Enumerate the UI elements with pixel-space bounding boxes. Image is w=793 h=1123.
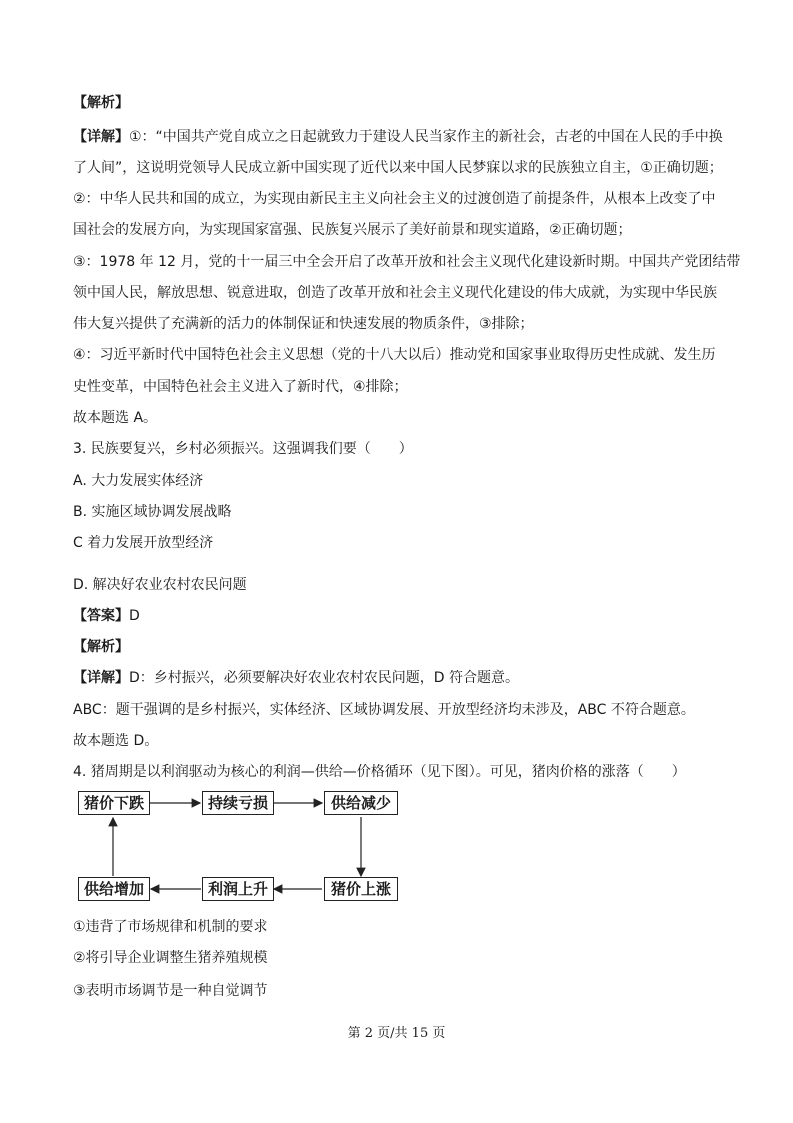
flow-box-price-rise: 猪价上涨 (324, 877, 398, 901)
detail-line: 国社会的发展方向，为实现国家富强、民族复兴展示了美好前景和现实道路，②正确切题； (73, 222, 632, 238)
detail-line: 史性变革，中国特色社会主义进入了新时代，④排除； (73, 379, 408, 395)
detail-line: 伟大复兴提供了充满新的活力的体制保证和快速发展的物质条件，③排除； (73, 316, 534, 332)
flow-box-price-drop: 猪价下跌 (78, 791, 150, 815)
detail-label: 【详解】 (73, 129, 129, 145)
statement-1: ①违背了市场规律和机制的要求 (73, 919, 268, 935)
option-b: B. 实施区域协调发展战略 (73, 504, 232, 520)
analysis-heading: 【解析】 (73, 95, 129, 111)
detail-line: ③：1978 年 12 月，党的十一届三中全会开启了改革开放和社会主义现代化建设新时期。中国共产党团结带 (73, 254, 741, 270)
answer-value: D (129, 608, 140, 624)
option-c: C 着力发展开放型经济 (73, 535, 214, 551)
detail-line: ABC：题干强调的是乡村振兴，实体经济、区域协调发展、开放型经济均未涉及，ABC 不符合题意。 (73, 702, 695, 718)
question-3-stem: 3. 民族要复兴，乡村必须振兴。这强调我们要（ ） (73, 441, 413, 457)
detail-line: 领中国人民，解放思想、锐意进取，创造了改革开放和社会主义现代化建设的伟大成就，为实现中华民族 (73, 285, 717, 301)
detail-line: ④：习近平新时代中国特色社会主义思想（党的十八大以后）推动党和国家事业取得历史性成就、发生历 (73, 347, 716, 363)
detail-line: 【详解】D：乡村振兴，必须要解决好农业农村农民问题，D 符合题意。 (73, 670, 520, 686)
flow-box-profit-rise: 利润上升 (202, 877, 274, 901)
answer-label: 【答案】 (73, 608, 129, 624)
flow-box-losses: 持续亏损 (202, 791, 274, 815)
statement-3: ③表明市场调节是一种自觉调节 (73, 983, 268, 999)
detail-line: ②：中华人民共和国的成立，为实现由新民主主义向社会主义的过渡创造了前提条件，从根本上改变了中 (73, 191, 716, 207)
question-4-stem: 4. 猪周期是以利润驱动为核心的利润—供给—价格循环（见下图）。可见，猪肉价格的涨落（ ） (73, 764, 686, 780)
option-a: A. 大力发展实体经济 (73, 473, 204, 489)
option-d: D. 解决好农业农村农民问题 (73, 577, 247, 593)
statement-2: ②将引导企业调整生猪养殖规模 (73, 950, 268, 966)
detail-line: 了人间”，这说明党领导人民成立新中国实现了近代以来中国人民梦寐以求的民族独立自主，①正确切题； (73, 160, 723, 176)
analysis-heading: 【解析】 (73, 639, 129, 655)
conclusion-line: 故本题选 A。 (73, 410, 158, 426)
detail-label: 【详解】 (73, 670, 129, 686)
page-footer: 第 2 页/共 15 页 (347, 1026, 446, 1041)
conclusion-line: 故本题选 D。 (73, 733, 159, 749)
detail-line: 【详解】①：“中国共产党自成立之日起就致力于建设人民当家作主的新社会，古老的中国在人民的手中换 (73, 129, 723, 145)
flow-box-supply-decrease: 供给减少 (324, 791, 398, 815)
flow-box-supply-increase: 供给增加 (78, 877, 150, 901)
